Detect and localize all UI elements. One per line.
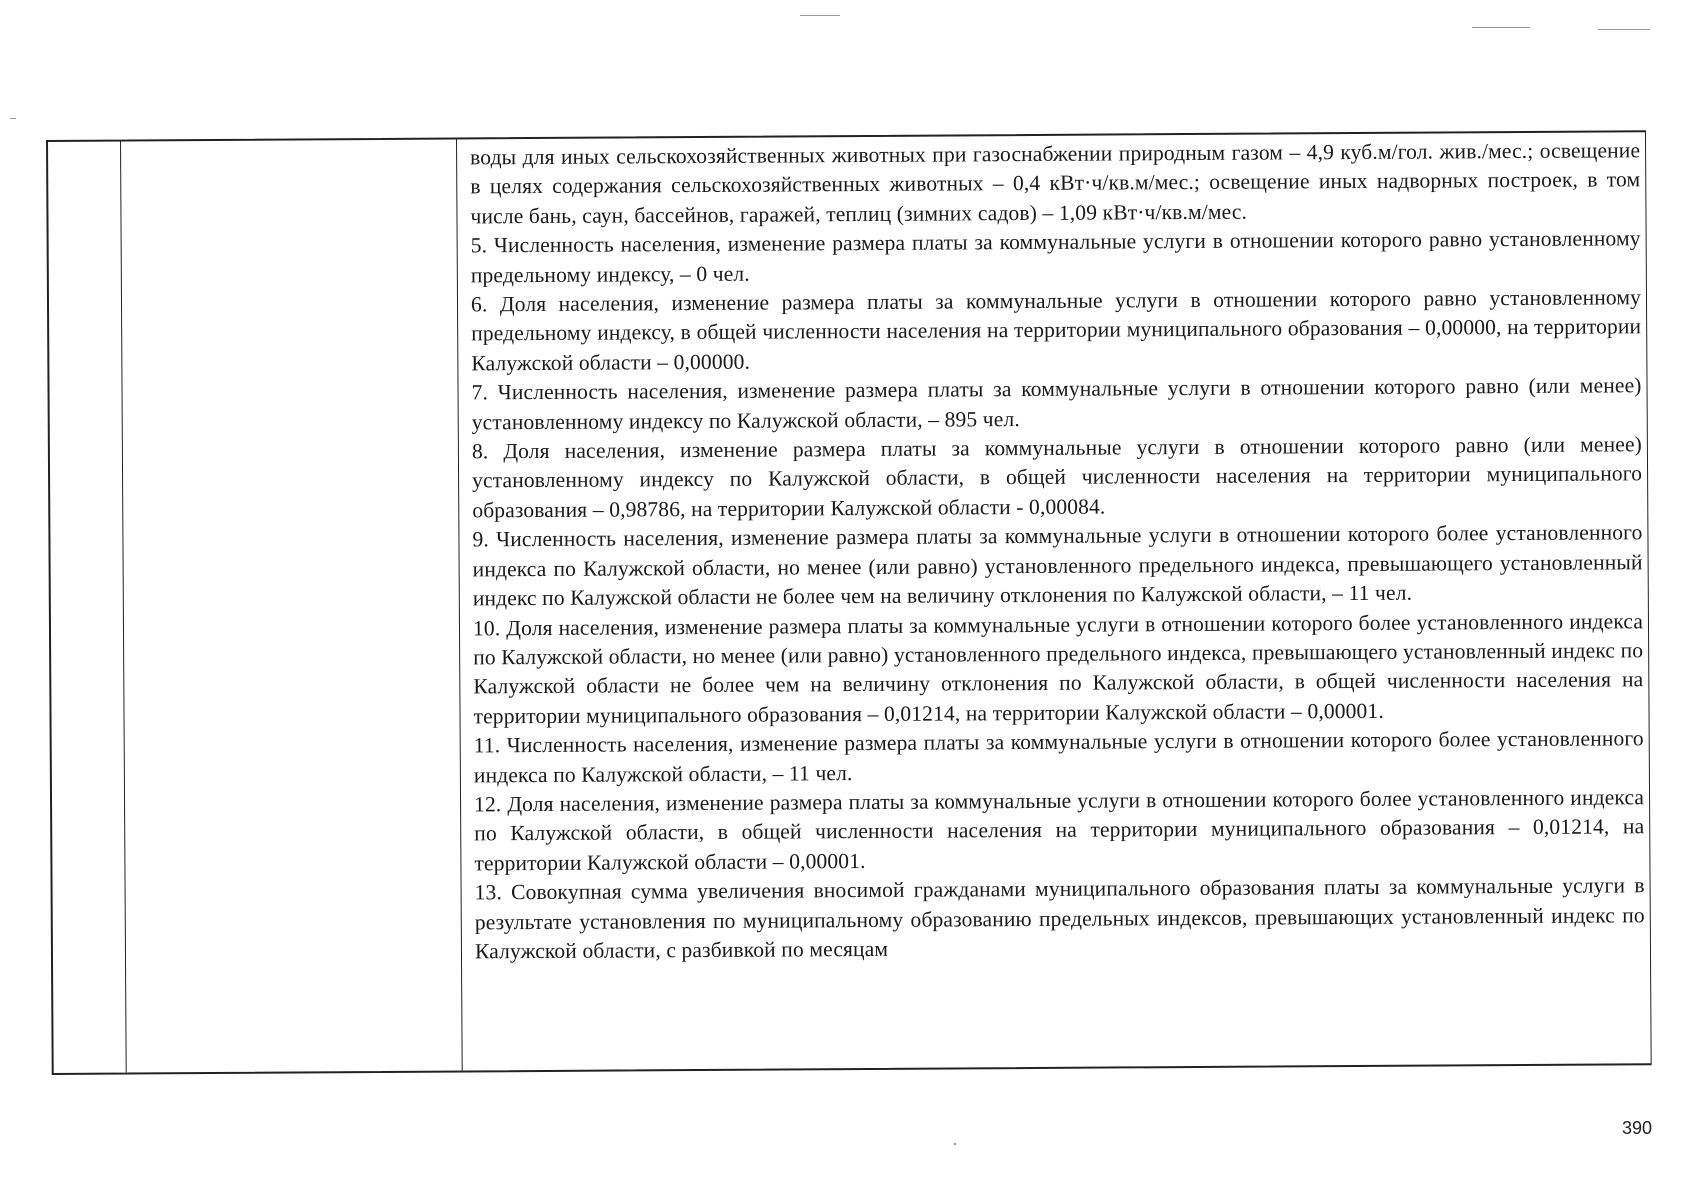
paragraph-item-7: 7. Численность населения, изменение размера платы за коммунальные услуги в отношении которого равно (или менее) установленному индексу по Калужской области, – 895 чел.: [471, 373, 1642, 435]
table-column-divider-1: [120, 142, 127, 1073]
paragraph-item-5: 5. Численность населения, изменение размера платы за коммунальные услуги в отношении которого равно установленному предельному индексу, – 0 чел.: [470, 226, 1641, 288]
table-frame: [46, 130, 1652, 1075]
scan-artifact: [1598, 29, 1650, 30]
paragraph-item-6: 6. Доля населения, изменение размера платы за коммунальные услуги в отношении которого равно установленному предельному индексу, в общей численности населения на территории муниципального образования – 0,00000, на территории Калужской области – 0,00000.: [470, 285, 1642, 376]
table-text-cell: [470, 136, 1645, 967]
paragraph-item-9: 9. Численность населения, изменение размера платы за коммунальные услуги в отношении которого более установленного индекса по Калужской области, но менее (или равно) установленного предельного индекса, превышающего установленный индекс по Калужской области не более чем на величину отклонения по Калужской области, – 11 чел.: [472, 520, 1643, 611]
scan-artifact: [1472, 27, 1530, 28]
scan-dot: [954, 1143, 956, 1145]
paragraph-item-13: 13. Совокупная сумма увеличения вносимой гражданами муниципального образования платы за коммунальные услуги в результате установления по муниципальному образованию предельных индексов, превышающих установленный индекс по Калужской области, с разбивкой по месяцам: [474, 873, 1645, 964]
table-column-divider-2: [456, 139, 463, 1070]
paragraph-item-8: 8. Доля населения, изменение размера платы за коммунальные услуги в отношении которого равно (или менее) установленному индексу по Калужской области, в общей численности населения на территории муниципального образования – 0,98786, на территории Калужской области - 0,00084.: [471, 432, 1643, 523]
scan-artifact: [800, 15, 840, 16]
paragraph-item-12: 12. Доля населения, изменение размера платы за коммунальные услуги в отношении которого более установленного индекса по Калужской области, в общей численности населения на территории муниципального образования – 0,01214, на территории Калужской области – 0,00001.: [473, 785, 1645, 876]
paragraph-item-11: 11. Численность населения, изменение размера платы за коммунальные услуги в отношении которого более установленного индекса по Калужской области, – 11 чел.: [473, 726, 1644, 787]
paragraph-item-10: 10. Доля населения, изменение размера платы за коммунальные услуги в отношении которого более установленного индекса по Калужской области, но менее (или равно) установленного предельного индекса, превышающего установленный индекс по Калужской области не более чем на величину отклонения по Калужской области, в общей численности населения на территории муниципального образования – 0,01214, на территории Калужской области – 0,00001.: [472, 608, 1644, 729]
paragraph-continuation: воды для иных сельскохозяйственных животных при газоснабжении природным газом – 4,9 куб.м/гол. жив./мес.; освещение в целях содержания сельскохозяйственных животных – 0,4 кВт·ч/кв.м/мес.; освещение иных надворных построек, в том числе бань, саун, бассейнов, гаражей, теплиц (зимних садов) – 1,09 кВт·ч/кв.м/мес.: [470, 138, 1641, 229]
scan-artifact: [10, 118, 16, 119]
page-number: 390: [1621, 1118, 1652, 1138]
